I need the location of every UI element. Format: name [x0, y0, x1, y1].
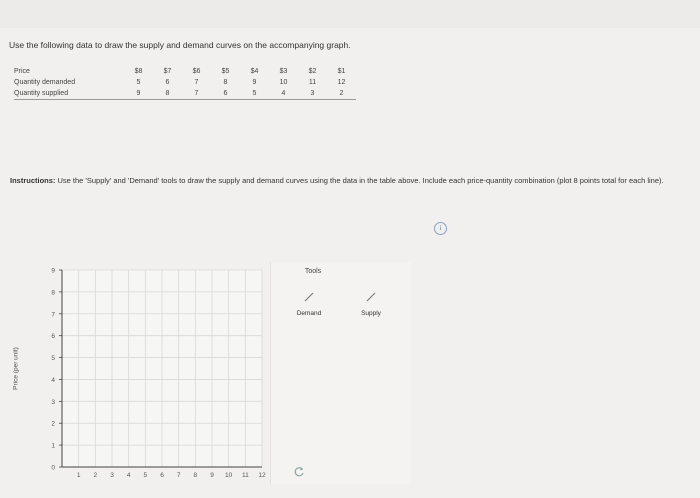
table-cell: 6 — [165, 79, 170, 86]
row-label: Quantity demanded — [14, 79, 76, 86]
header-bar — [0, 0, 700, 28]
table-row — [14, 77, 356, 88]
table-cell: $8 — [134, 68, 143, 75]
table-cell: 7 — [194, 79, 199, 86]
y-tick-label: 2 — [51, 420, 55, 428]
intro-text: Use the following data to draw the supply and demand curves on the accompanying graph. — [9, 40, 351, 50]
pen-icon — [364, 290, 378, 304]
x-tick-label: 6 — [160, 472, 164, 479]
table-cell: 6 — [211, 88, 240, 100]
supply-tool-label: Supply — [361, 310, 381, 317]
x-tick-label: 2 — [93, 472, 98, 479]
table-cell: 5 — [136, 79, 141, 86]
y-tick-label: 1 — [51, 442, 55, 450]
table-cell: 11 — [308, 79, 317, 86]
y-tick-label: 7 — [51, 311, 55, 319]
table-cell: $5 — [221, 68, 230, 75]
instructions — [10, 176, 670, 186]
data-table — [14, 66, 356, 100]
table-cell: $7 — [163, 68, 172, 75]
instructions-label: Instructions: — [10, 176, 56, 185]
table-cell: $3 — [279, 68, 288, 75]
reset-icon[interactable] — [293, 466, 305, 478]
pen-icon — [302, 290, 316, 304]
y-tick-label: 8 — [51, 289, 55, 297]
table-row — [14, 66, 356, 77]
y-tick-label: 3 — [51, 398, 55, 406]
x-tick-label: 9 — [210, 472, 214, 479]
table-cell: 9 — [124, 88, 153, 100]
x-tick-label: 8 — [193, 472, 198, 479]
table-cell: $1 — [337, 68, 346, 75]
x-tick-label: 5 — [143, 472, 148, 479]
table-row — [14, 88, 356, 100]
table-cell: $4 — [250, 68, 259, 75]
demand-tool-label: Demand — [296, 310, 322, 317]
y-tick-label: 6 — [51, 333, 55, 341]
y-tick-label: 4 — [51, 376, 55, 384]
x-tick-label: 4 — [126, 472, 131, 479]
table-cell: 7 — [182, 88, 211, 100]
x-tick-label: 11 — [241, 472, 249, 479]
table-cell: 10 — [279, 79, 288, 86]
y-tick-label: 0 — [51, 464, 55, 472]
x-tick-label: 3 — [110, 472, 114, 479]
y-axis-label: Price (per unit) — [12, 347, 20, 390]
table-cell: $2 — [308, 68, 317, 75]
table-cell: 3 — [298, 88, 327, 100]
table-cell: 2 — [327, 88, 356, 100]
x-tick-label: 7 — [176, 472, 181, 479]
x-tick-label: 1 — [76, 472, 81, 479]
row-label: Quantity supplied — [14, 88, 124, 100]
row-label: Price — [14, 68, 30, 75]
table-cell: 12 — [337, 79, 346, 86]
table-cell: 8 — [223, 79, 228, 86]
demand-tool[interactable] — [289, 290, 329, 317]
info-icon[interactable]: i — [434, 222, 447, 235]
y-tick-label: 5 — [51, 355, 55, 363]
table-cell: 8 — [153, 88, 182, 100]
table-cell: $6 — [192, 68, 201, 75]
table-cell: 9 — [252, 79, 257, 86]
x-tick-label: 10 — [225, 472, 233, 479]
supply-tool[interactable] — [351, 290, 391, 317]
tools-title: Tools — [304, 268, 322, 275]
graph-area[interactable] — [0, 262, 270, 484]
y-tick-label: 9 — [51, 267, 55, 275]
table-cell: 5 — [240, 88, 269, 100]
instructions-text: Use the 'Supply' and 'Demand' tools to draw the supply and demand curves using the data in the table above. Include each price-quantity combination (plot 8 points total for each line). — [55, 176, 664, 185]
x-tick-label: 12 — [258, 472, 266, 479]
table-cell: 4 — [269, 88, 298, 100]
